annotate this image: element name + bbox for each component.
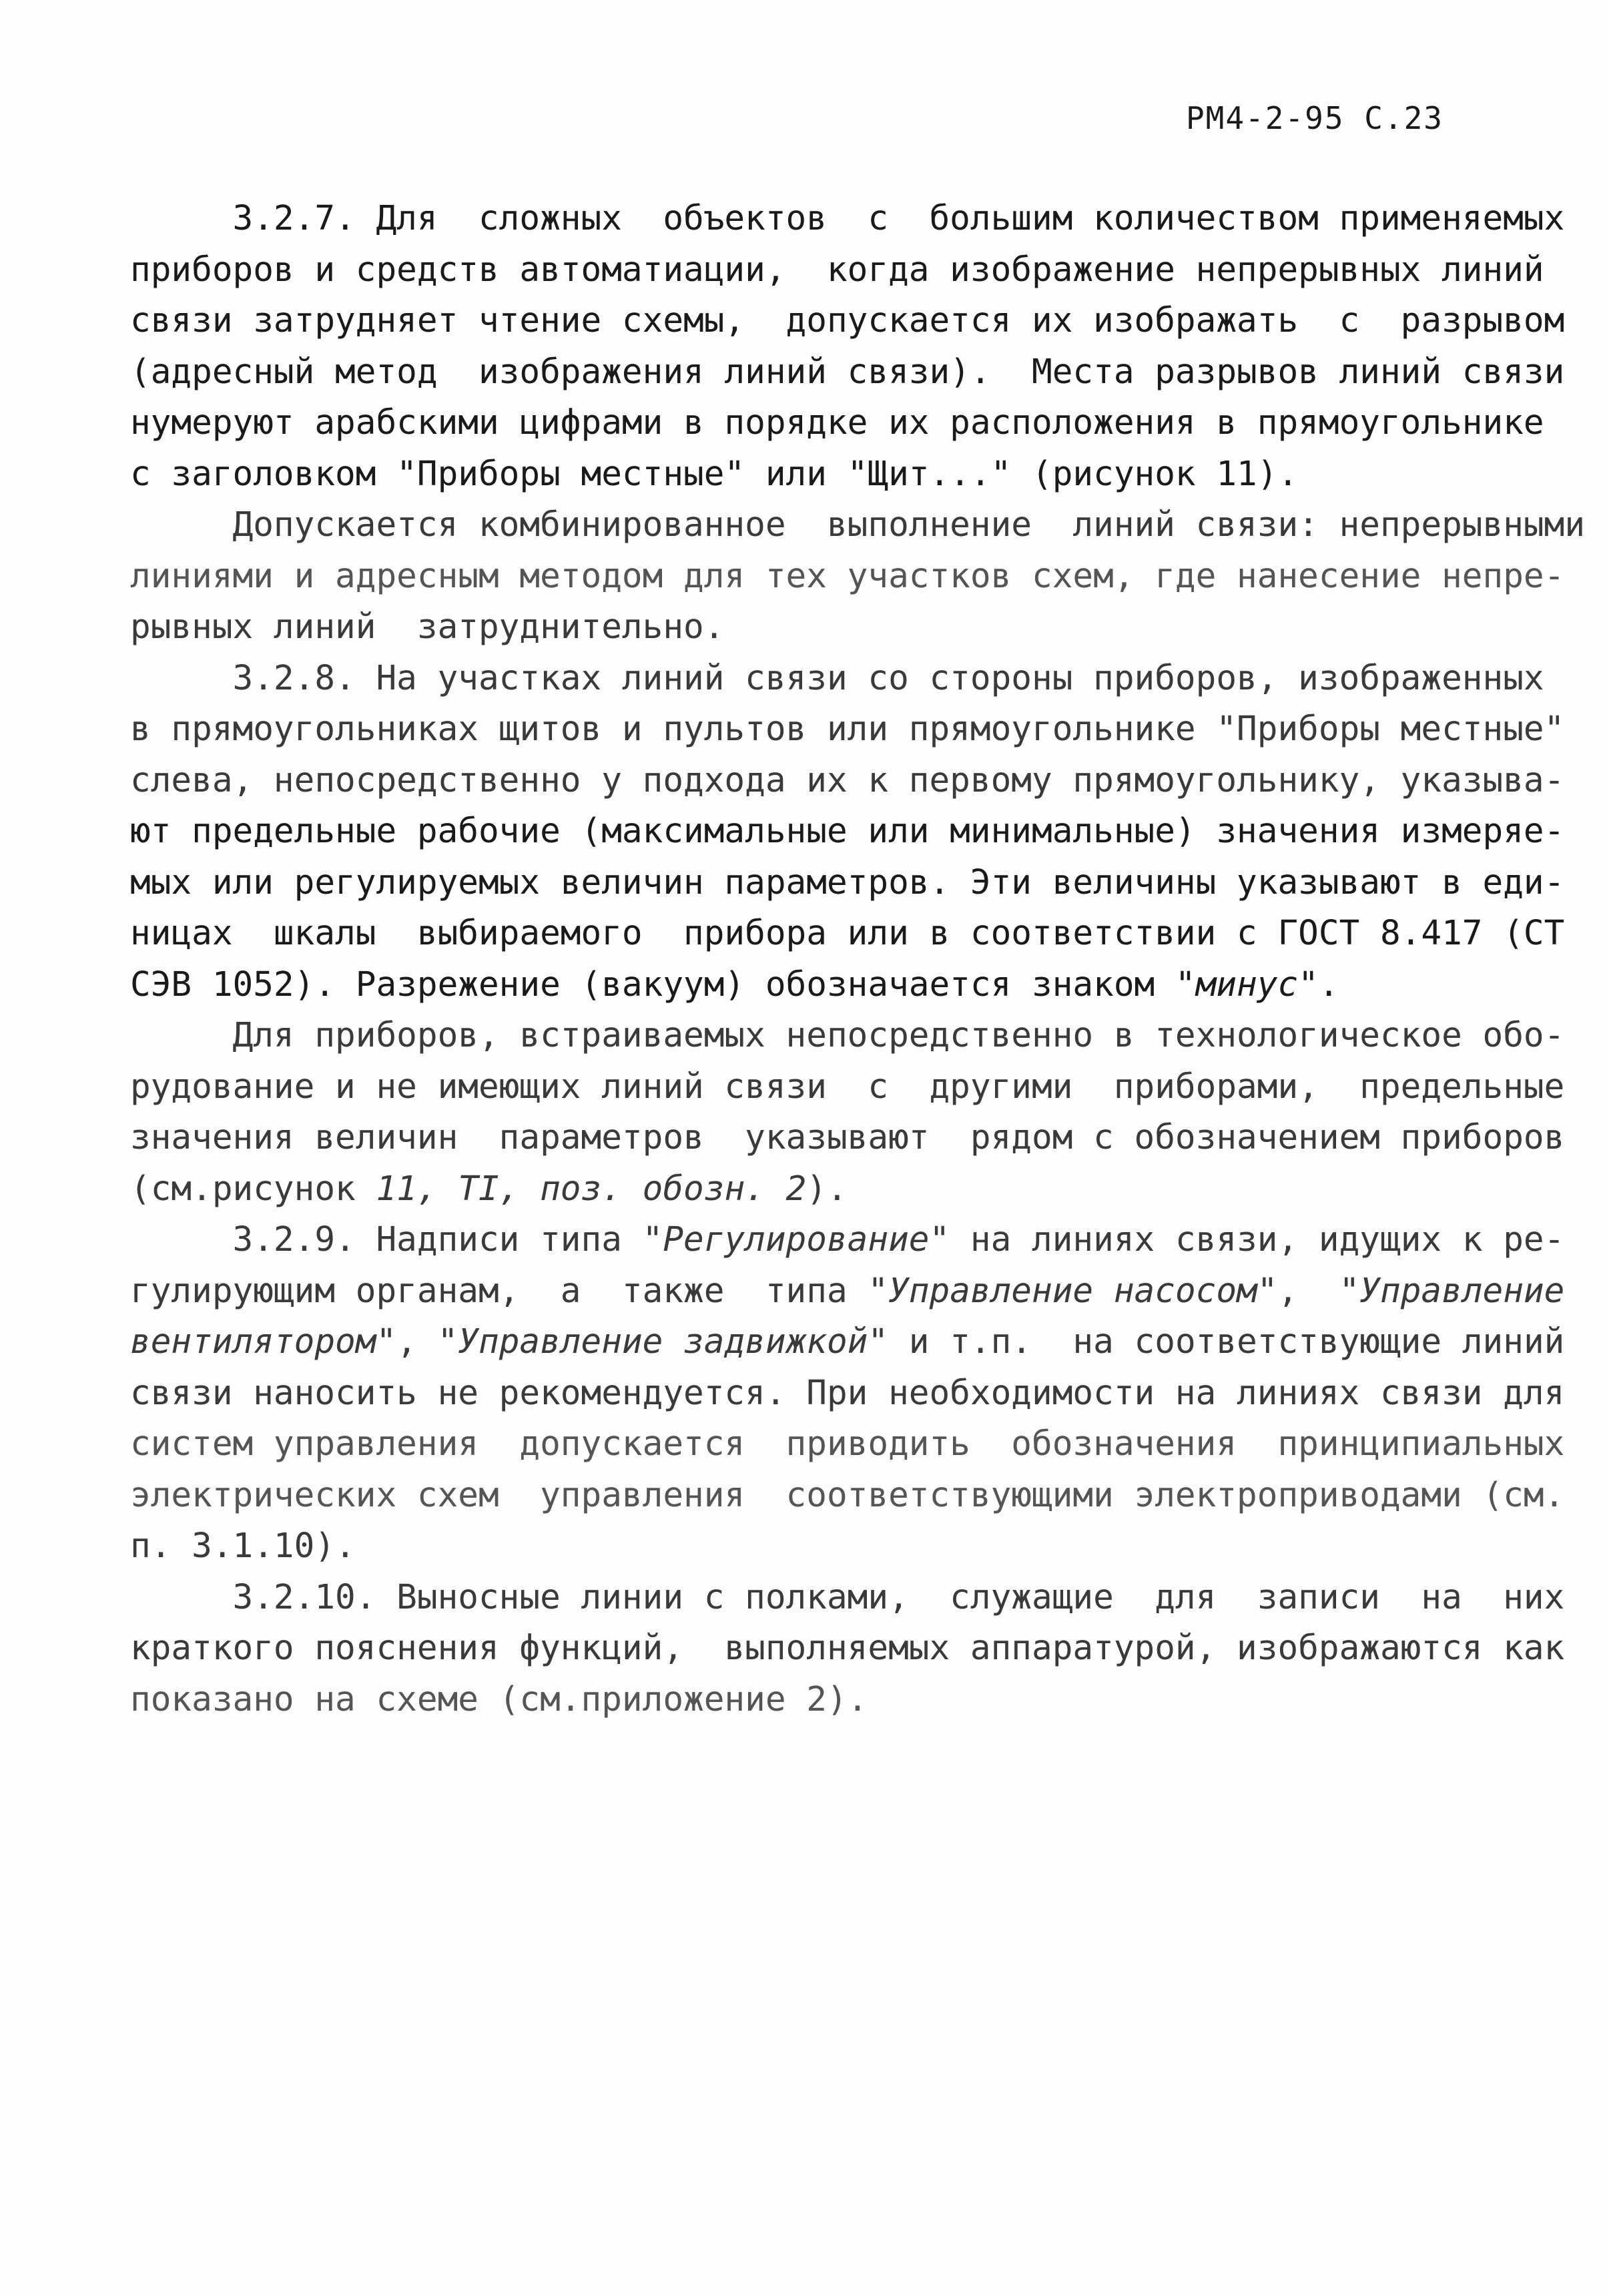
italic-term: Регулирование [663, 1220, 930, 1259]
text-line: ницах шкалы выбираемого прибора или в соответствии с ГОСТ 8.417 (СТ [130, 914, 1565, 953]
text-line: мых или регулируемых величин параметров. Эти величины указывают в еди- [130, 862, 1565, 902]
text-line: 3.2.9. Надписи типа "Регулирование" на линиях связи, идущих к ре- [130, 1220, 1565, 1259]
text-line: п. 3.1.10). [130, 1526, 356, 1566]
text-line: СЭВ 1052). Разрежение (вакуум) обозначается знаком "минус". [130, 964, 1339, 1005]
italic-term: Управление насосом [888, 1271, 1257, 1311]
text-line: Для приборов, встраиваемых непосредственно в технологическое обо- [130, 1016, 1565, 1055]
text-line: рудование и не имеющих линий связи с другими приборами, предельные [130, 1067, 1565, 1107]
text-line: 3.2.10. Выносные линии с полками, служащие для записи на них [130, 1577, 1565, 1617]
text-line: ют предельные рабочие (максимальные или минимальные) значения измеряе- [130, 812, 1565, 851]
text-line: связи наносить не рекомендуется. При необходимости на линиях связи для [130, 1373, 1565, 1413]
text-line: связи затрудняет чтение схемы, допускается их изображать с разрывом [130, 301, 1565, 340]
text-line: электрических схем управления соответствующими электроприводами (см. [130, 1475, 1565, 1515]
italic-term: Управление [1359, 1271, 1565, 1311]
text-line: (адресный метод изображения линий связи). Места разрывов линий связи [130, 352, 1565, 392]
text-line: слева, непосредственно у подхода их к первому прямоугольнику, указыва- [130, 760, 1565, 800]
text-line: линиями и адресным методом для тех участков схем, где нанесение непре- [130, 556, 1565, 596]
text-line: показано на схеме (см.приложение 2). [130, 1679, 868, 1719]
text-line: приборов и средств автоматиации, когда изображение непрерывных линий [130, 250, 1544, 290]
document-body [130, 194, 1586, 1725]
italic-term: вентилятором [130, 1322, 376, 1362]
text-line: в прямоугольниках щитов и пультов или прямоугольнике "Приборы местные" [130, 709, 1565, 749]
text-line: гулирующим органам, а также типа "Управление насосом", "Управление [130, 1271, 1565, 1311]
italic-term: минус [1195, 964, 1299, 1005]
text-line: вентилятором", "Управление задвижкой" и т.п. на соответствующие линий [130, 1322, 1565, 1362]
text-line: Допускается комбинированное выполнение линий связи: непрерывными [130, 505, 1586, 545]
page-reference: РМ4-2-95 С.23 [1185, 100, 1443, 136]
text-line: нумеруют арабскими цифрами в порядке их расположения в прямоугольнике [130, 403, 1544, 443]
text-line: систем управления допускается приводить обозначения принципиальных [130, 1424, 1565, 1464]
text-line: краткого пояснения функций, выполняемых аппаратурой, изображаются как [130, 1629, 1565, 1668]
italic-term: Управление задвижкой [458, 1322, 868, 1362]
text-line: рывных линий затруднительно. [130, 607, 725, 647]
text-line: значения величин параметров указывают рядом с обозначением приборов [130, 1118, 1565, 1157]
text-line: с заголовком "Приборы местные" или "Щит..." (рисунок 11). [130, 454, 1299, 494]
text-line: 3.2.8. На участках линий связи со стороны приборов, изображенных [130, 658, 1544, 698]
text-line: (см.рисунок 11, TI, поз. обозн. 2). [130, 1169, 848, 1209]
italic-term: 11, TI, поз. обозн. 2 [376, 1169, 807, 1209]
text-line: 3.2.7. Для сложных объектов с большим количеством применяемых [130, 199, 1565, 238]
